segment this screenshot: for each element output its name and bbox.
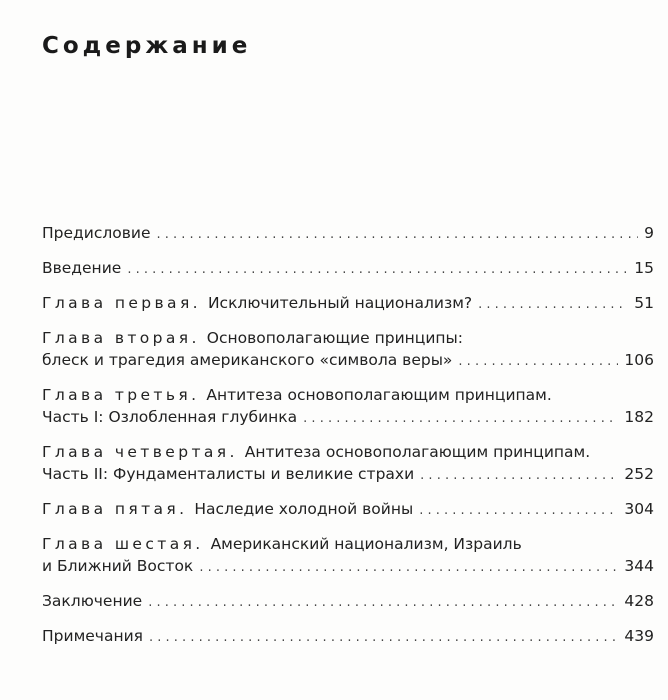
toc-entry: [42, 441, 654, 487]
chapter-label: Глава первая.: [42, 294, 202, 312]
toc-entry: [42, 384, 654, 430]
page-number: 51: [634, 294, 654, 312]
entry-title: Исключительный национализм?: [207, 294, 473, 312]
entry-title: Предисловие: [42, 224, 151, 242]
toc-entry: [42, 498, 654, 522]
dot-leader: [148, 590, 618, 614]
entry-title: Введение: [42, 259, 122, 277]
toc-line: [42, 590, 654, 614]
toc-line: [42, 222, 654, 246]
entry-title: Наследие холодной войны: [194, 500, 414, 518]
page-number: 428: [624, 592, 654, 610]
page-number: 252: [624, 465, 654, 483]
toc-line: [42, 384, 654, 406]
dot-leader: [478, 292, 628, 316]
page-title: Содержание: [42, 33, 252, 59]
page-number: 344: [624, 557, 654, 575]
toc-line: [42, 292, 654, 316]
entry-title: Американский национализм, Израиль: [210, 535, 522, 553]
toc-line: [42, 625, 654, 649]
entry-title: Антитеза основополагающим принципам.: [244, 443, 591, 461]
toc-line: [42, 498, 654, 522]
dot-leader: [458, 349, 618, 373]
entry-title: Часть II: Фундаменталисты и великие страхи: [42, 465, 415, 483]
entry-title: блеск и трагедия американского «символа веры»: [42, 351, 453, 369]
entry-title: Часть I: Озлобленная глубинка: [42, 408, 298, 426]
chapter-label: Глава четвертая.: [42, 443, 238, 461]
dot-leader: [149, 625, 618, 649]
entry-title: Антитеза основополагающим принципам.: [206, 386, 552, 404]
toc-entry: [42, 625, 654, 649]
chapter-label: Глава пятая.: [42, 500, 188, 518]
page-number: 9: [644, 224, 654, 242]
toc-line: [42, 441, 654, 463]
dot-leader: [156, 222, 638, 246]
dot-leader: [199, 555, 618, 579]
toc-line: [42, 349, 654, 373]
toc-line: [42, 327, 654, 349]
toc-entry: [42, 292, 654, 316]
toc-entry: [42, 327, 654, 373]
page-number: 182: [624, 408, 654, 426]
toc-entry: [42, 222, 654, 246]
toc-line: [42, 533, 654, 555]
chapter-label: Глава вторая.: [42, 329, 200, 347]
page-number: 106: [624, 351, 654, 369]
chapter-label: Глава шестая.: [42, 535, 204, 553]
page-number: 439: [624, 627, 654, 645]
entry-title: и Ближний Восток: [42, 557, 194, 575]
toc-line: [42, 406, 654, 430]
page-number: 304: [624, 500, 654, 518]
page-number: 15: [634, 259, 654, 277]
toc-line: [42, 257, 654, 281]
toc-entry: [42, 590, 654, 614]
toc-entry: [42, 533, 654, 579]
toc-line: [42, 555, 654, 579]
dot-leader: [419, 498, 618, 522]
table-of-contents: [42, 222, 654, 660]
toc-entry: [42, 257, 654, 281]
entry-title: Примечания: [42, 627, 143, 645]
chapter-label: Глава третья.: [42, 386, 200, 404]
entry-title: Основополагающие принципы:: [206, 329, 464, 347]
dot-leader: [420, 463, 618, 487]
entry-title: Заключение: [42, 592, 143, 610]
dot-leader: [127, 257, 628, 281]
dot-leader: [303, 406, 618, 430]
toc-line: [42, 463, 654, 487]
